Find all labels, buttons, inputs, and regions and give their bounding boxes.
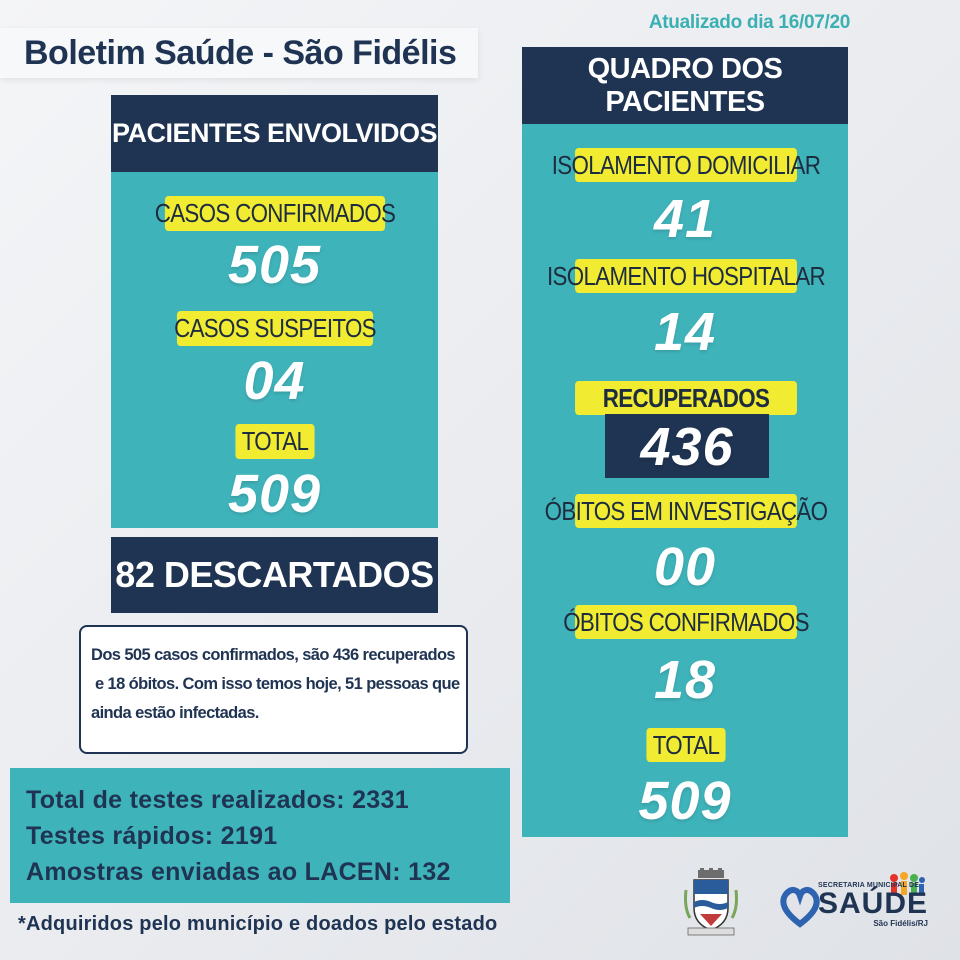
recovered-value: 436 xyxy=(640,417,734,477)
deaths-investigation-value: 00 xyxy=(653,537,717,597)
note-line: Dos 505 casos confirmados, são 436 recuperados xyxy=(91,646,455,664)
updated-date: Atualizado dia 16/07/20 xyxy=(648,12,850,33)
home-isolation-value: 41 xyxy=(653,189,717,249)
suspected-value: 04 xyxy=(243,351,306,411)
discarded-count: 82 DESCARTADOS xyxy=(111,537,438,613)
health-secretariat-logo xyxy=(780,872,930,938)
deaths-investigation-label: ÓBITOS EM INVESTIGAÇÃO xyxy=(575,494,797,528)
involved-panel-title: PACIENTES ENVOLVIDOS xyxy=(111,95,438,172)
confirmed-label: CASOS CONFIRMADOS xyxy=(165,196,385,231)
tests-total: Total de testes realizados: 2331 xyxy=(26,786,409,814)
note-line: e 18 óbitos. Com isso temos hoje, 51 pessoas que xyxy=(91,675,460,693)
involved-panel xyxy=(111,172,438,528)
footnote: *Adquiridos pelo município e doados pelo estado xyxy=(18,913,498,935)
tests-panel xyxy=(10,768,510,903)
hospital-isolation-label: ISOLAMENTO HOSPITALAR xyxy=(575,259,797,293)
saude-logo-text: SAÚDE xyxy=(818,887,929,920)
deaths-confirmed-value: 18 xyxy=(653,650,717,710)
note-line: ainda estão infectadas. xyxy=(91,704,259,722)
city-crest-icon xyxy=(680,868,742,938)
total-value: 509 xyxy=(227,464,322,524)
summary-note xyxy=(79,625,468,754)
home-isolation-label: ISOLAMENTO DOMICILIAR xyxy=(575,148,797,182)
heart-hand-icon xyxy=(780,884,820,928)
confirmed-value: 505 xyxy=(227,235,322,295)
saude-logo-city: São Fidélis/RJ xyxy=(873,919,928,928)
saude-logo-small-text: SECRETARIA MUNICIPAL DE xyxy=(818,882,920,889)
recovered-box xyxy=(605,414,769,478)
hospital-isolation-value: 14 xyxy=(653,302,717,362)
patients-panel-title: QUADRO DOS PACIENTES xyxy=(522,47,848,124)
patients-total-label: TOTAL xyxy=(646,728,725,762)
deaths-confirmed-label: ÓBITOS CONFIRMADOS xyxy=(575,605,797,639)
recovered-label: RECUPERADOS xyxy=(575,381,797,415)
page-title xyxy=(0,28,478,78)
page-title-text: Boletim Saúde - São Fidélis xyxy=(24,33,457,72)
suspected-label: CASOS SUSPEITOS xyxy=(177,311,373,346)
patients-total-value: 509 xyxy=(638,771,732,831)
total-label: TOTAL xyxy=(235,424,314,459)
tests-rapid: Testes rápidos: 2191 xyxy=(26,822,278,850)
patients-panel xyxy=(522,124,848,837)
tests-lacen: Amostras enviadas ao LACEN: 132 xyxy=(26,858,451,886)
